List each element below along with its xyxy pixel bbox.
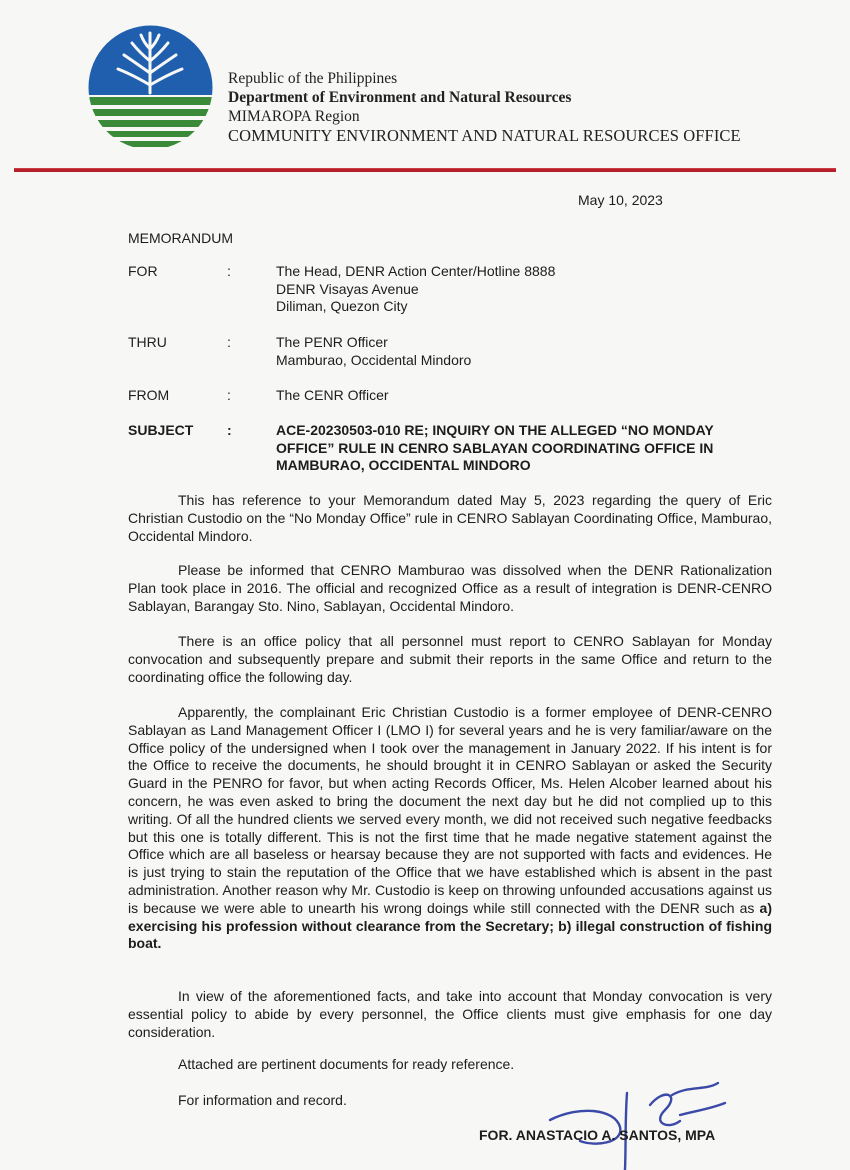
subject-colon: :: [227, 422, 232, 438]
letterhead-office: COMMUNITY ENVIRONMENT AND NATURAL RESOURCES OFFICE: [228, 126, 741, 145]
paragraph-text: [128, 704, 772, 953]
for-value: [276, 263, 786, 316]
subject-value: [276, 422, 776, 475]
subject-line: OFFICE” RULE IN CENRO SABLAYAN COORDINATING OFFICE IN: [276, 439, 714, 456]
paragraph-4-text: Apparently, the complainant Eric Christian Custodio is a former employee of DENR-CENRO Sablayan as Land Management Officer I (LMO I) for several years and he is very familiar/aware on the Office policy of the undersigned when I took over the management in January 2022. If his intent is for the Office to receive the documents, he should brought it in CENRO Sablayan or asked the Security Guard in the PENRO for favor, but when acting Records Officer, Ms. Helen Alcober learned about his concern, he was even asked to bring the document the next day but he did not complied up to this writing. Of all the hundred clients we served every month, we did not received such negative feedbacks but this one is totally different. This is not the first time that he made negative statement against the Office which are all baseless or hearsay because they are not supported with facts and evidences. He is just trying to stain the reputation of the Office that we have established which is absent in the past administration. Another reason why Mr. Custodio is keep on throwing unfounded accusations against us is because we were able to unearth his wrong doings while still connected with the DENR such as: [128, 704, 772, 916]
from-value: [276, 387, 786, 405]
for-line: DENR Visayas Avenue: [276, 280, 419, 297]
paragraph-4-bold-items: a) exercising his profession without clearance from the Secretary; b) illegal construction of fishing boat.: [128, 899, 772, 952]
from-label: FROM: [128, 387, 170, 403]
letterhead: [228, 69, 741, 145]
for-colon: :: [227, 263, 231, 279]
paragraph-text: Please be informed that CENRO Mamburao was dissolved when the DENR Rationalization Plan took place in 2016. The official and recognized Office as a result of integration is DENR-CENRO Sablayan, Barangay Sto. Nino, Sablayan, Occidental Mindoro.: [128, 562, 772, 614]
paragraph-text: This has reference to your Memorandum dated May 5, 2023 regarding the query of Eric Christian Custodio on the “No Monday Office” rule in CENRO Sablayan Coordinating Office, Mamburao, Occidental Mindoro.: [128, 492, 772, 544]
for-label: FOR: [128, 263, 158, 279]
paragraph-2: [128, 562, 772, 615]
thru-value: [276, 334, 786, 369]
paragraph-3: [128, 633, 772, 686]
paragraph-5: [128, 988, 772, 1041]
info-note: For information and record.: [178, 1092, 347, 1108]
subject-line: MAMBURAO, OCCIDENTAL MINDORO: [276, 457, 531, 473]
signatory-name: FOR. ANASTACIO A. SANTOS, MPA: [479, 1127, 716, 1143]
denr-logo: [88, 25, 213, 150]
paragraph-4: [128, 704, 772, 953]
letterhead-region: MIMAROPA Region: [228, 108, 360, 125]
subject-label: SUBJECT: [128, 422, 194, 438]
from-line: The CENR Officer: [276, 387, 389, 403]
for-line: The Head, DENR Action Center/Hotline 8888: [276, 263, 556, 279]
for-line: Diliman, Quezon City: [276, 298, 408, 314]
subject-line: ACE-20230503-010 RE; INQUIRY ON THE ALLEGED “NO MONDAY: [276, 422, 714, 438]
thru-line: Mamburao, Occidental Mindoro: [276, 351, 472, 368]
letterhead-republic: Republic of the Philippines: [228, 70, 398, 87]
attached-note: Attached are pertinent documents for ready reference.: [178, 1056, 515, 1072]
thru-label: THRU: [128, 334, 167, 350]
paragraph-text: There is an office policy that all personnel must report to CENRO Sablayan for Monday convocation and subsequently prepare and submit their reports in the same Office and return to the coordinating office the following day.: [128, 633, 772, 685]
paragraph-text: In view of the aforementioned facts, and take into account that Monday convocation is very essential policy to abide by every personnel, the Office clients must give emphasis for one day consideration.: [128, 988, 772, 1040]
letterhead-department: Department of Environment and Natural Resources: [228, 89, 572, 106]
thru-line: The PENR Officer: [276, 334, 388, 350]
header-divider: [14, 168, 836, 172]
handwritten-signature: [540, 1075, 740, 1170]
paragraph-1: [128, 492, 772, 545]
memo-title: MEMORANDUM: [128, 230, 233, 246]
memo-date: May 10, 2023: [578, 192, 663, 208]
thru-colon: :: [227, 334, 231, 350]
from-colon: :: [227, 387, 231, 403]
